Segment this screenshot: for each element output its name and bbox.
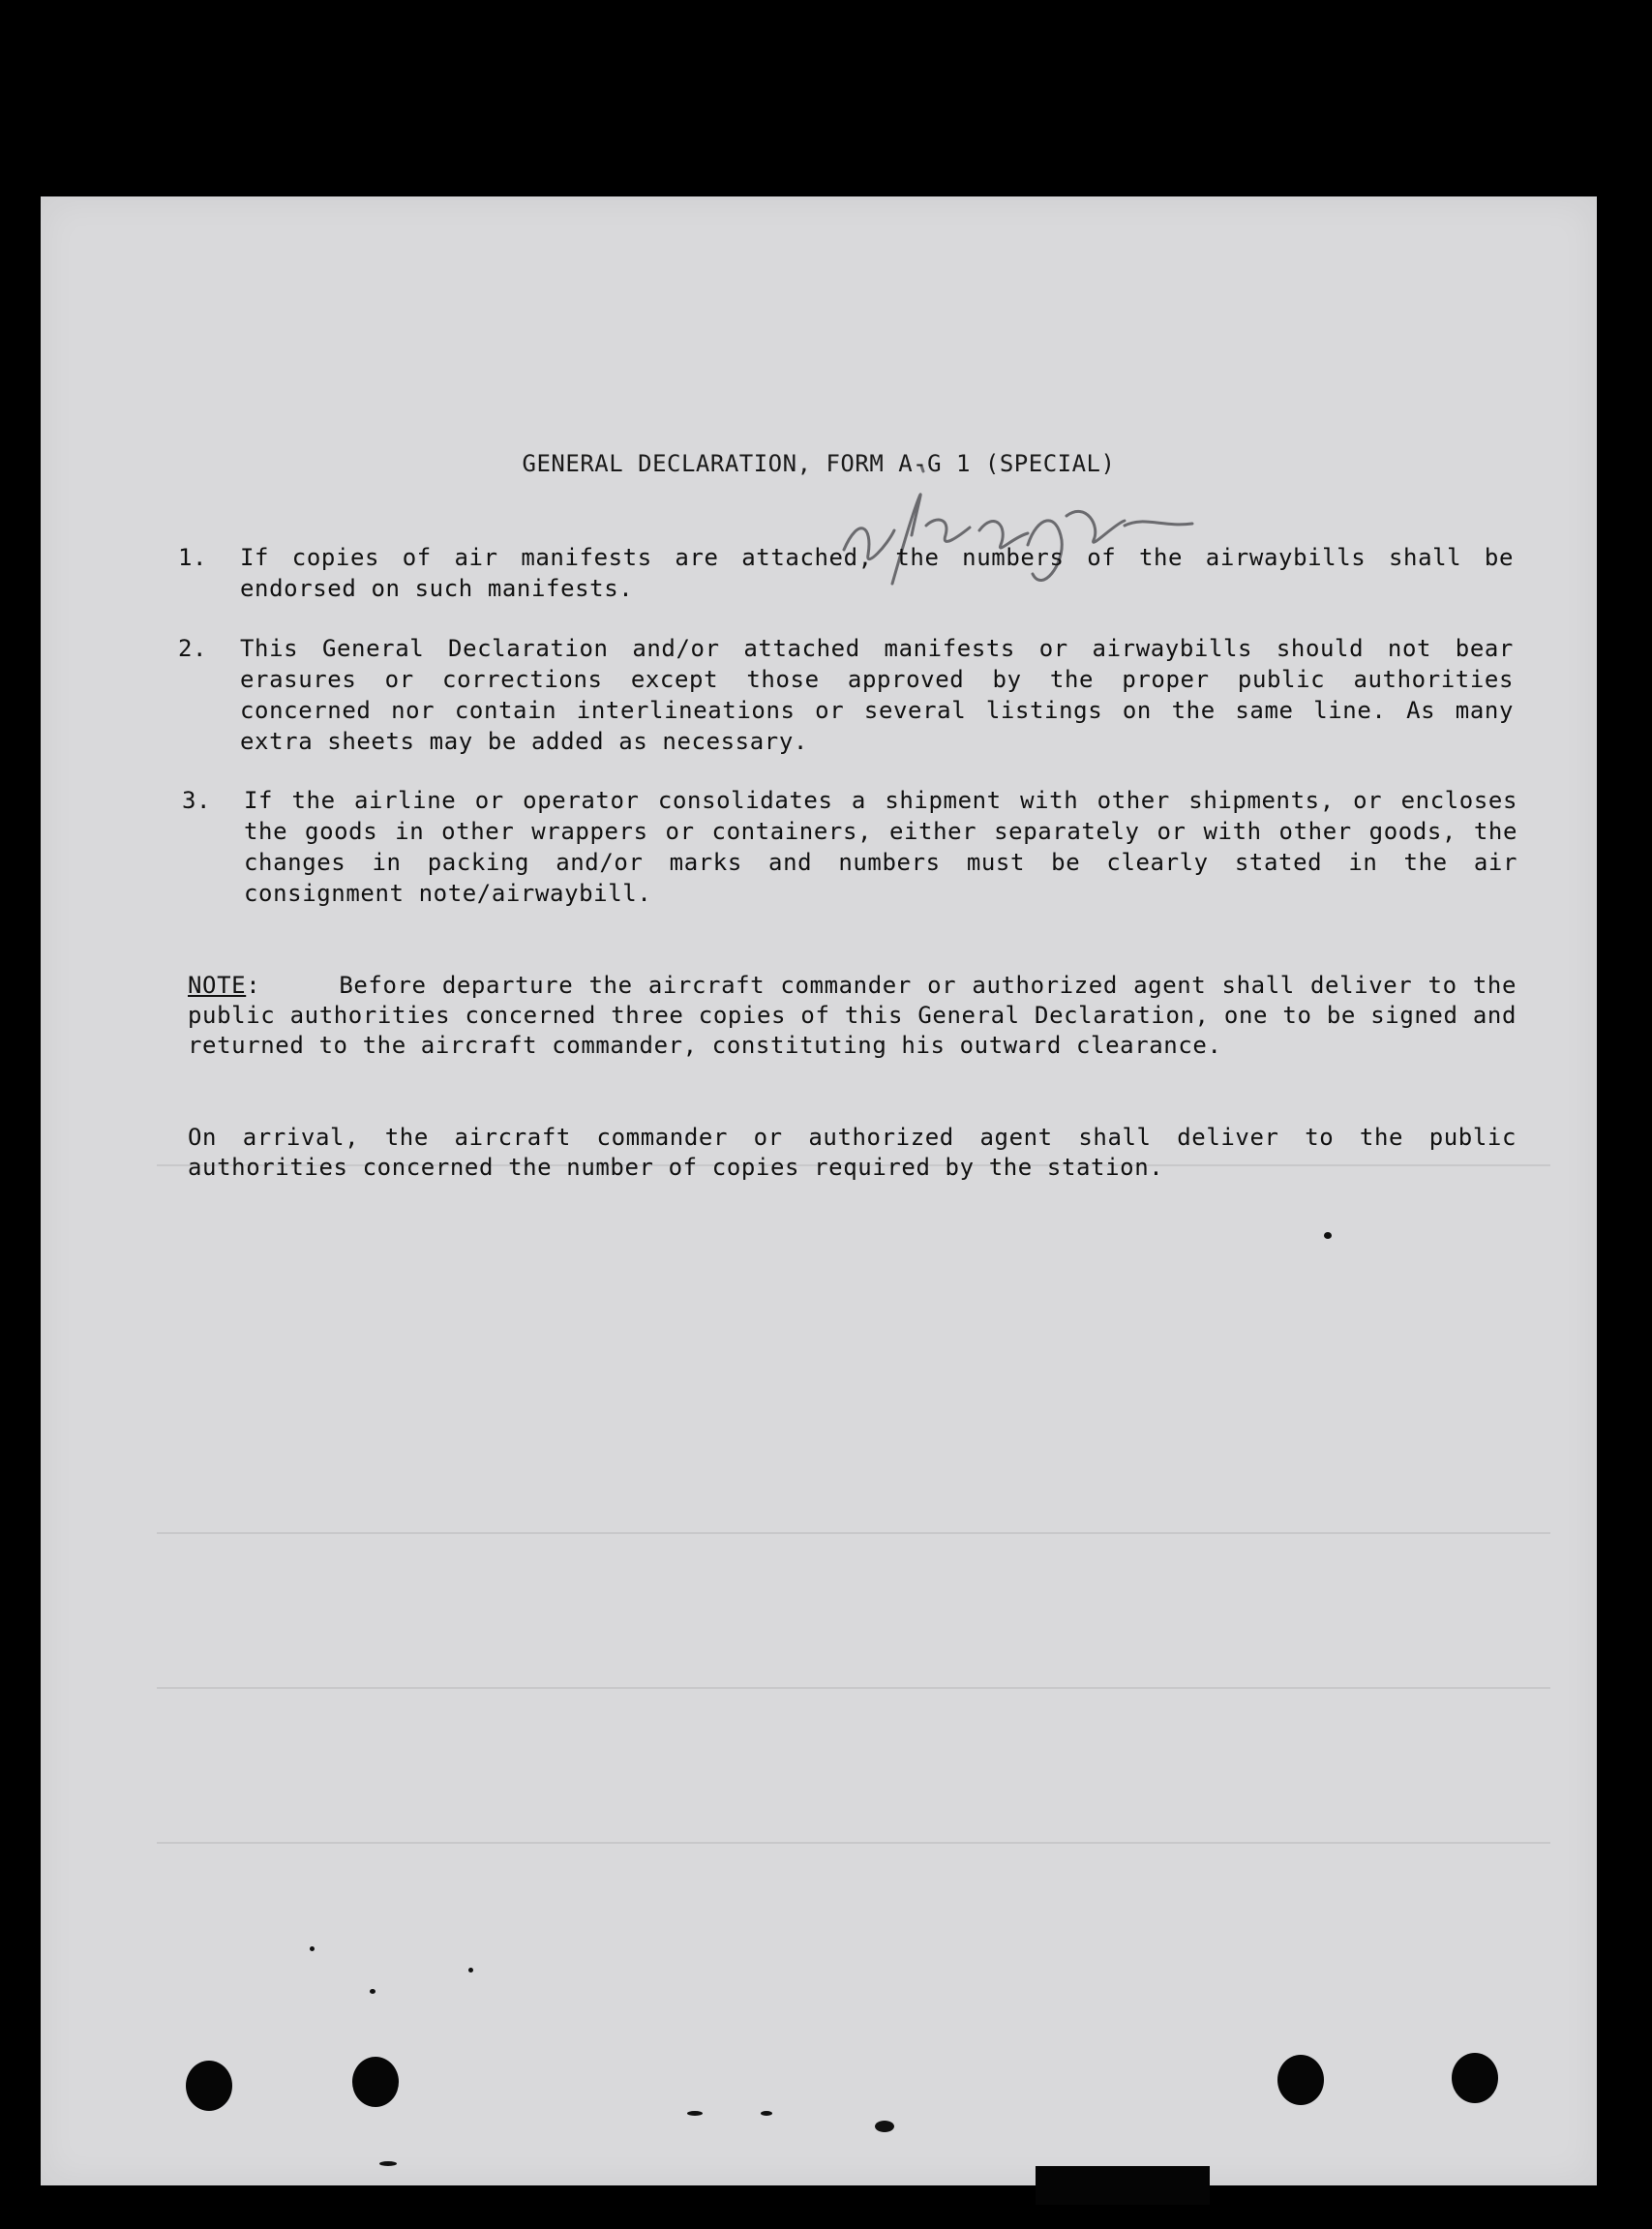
punch-hole: [1452, 2053, 1498, 2103]
ink-speck: [468, 1968, 473, 1973]
punch-hole: [186, 2061, 232, 2111]
document-title: GENERAL DECLARATION, FORM A-G 1 (SPECIAL): [522, 450, 1116, 477]
instruction-item-1: [178, 542, 1514, 606]
document-page: [41, 196, 1597, 2185]
show-through-line: [157, 1532, 1550, 1534]
ink-speck: [310, 1946, 315, 1951]
instruction-item-3: [182, 785, 1517, 911]
item-number: 2.: [178, 635, 208, 662]
item-number: 3.: [182, 787, 212, 814]
item-text: If copies of air manifests are attached, the numbers of the airwaybills shall be endorsed on such manifests.: [240, 544, 1514, 602]
note-text: Before departure the aircraft commander or authorized agent shall deliver to the public authorities concerned three copies of this General Declaration, one to be signed and returned to the aircraft commander, constituting his outward clearance.: [188, 972, 1517, 1059]
ink-speck: [379, 2161, 397, 2166]
note-label: NOTE: [188, 972, 247, 999]
arrival-paragraph: On arrival, the aircraft commander or authorized agent shall deliver to the public authorities concerned the number of copies required by the station.: [188, 1124, 1517, 1181]
instruction-item-2: [178, 633, 1514, 759]
ink-speck: [1324, 1232, 1332, 1239]
ink-speck: [370, 1989, 375, 1994]
item-number: 1.: [178, 544, 208, 571]
ink-speck: [687, 2111, 703, 2116]
ink-speck: [761, 2111, 772, 2116]
ink-speck: [875, 2121, 894, 2132]
note-paragraph: NOTE: Before departure the aircraft commander or authorized agent shall deliver to the public authorities concerned three copies of this General Declaration, one to be signed and returned to the aircraft commander, constituting his outward clearance.: [188, 972, 1517, 1059]
punch-hole: [1277, 2055, 1324, 2105]
item-text: This General Declaration and/or attached manifests or airwaybills should not bear erasures or corrections except those approved by the proper public authorities concerned nor contain interlineations or several listings on the same line. As many extra sheets may be added as necessary.: [240, 635, 1514, 755]
page-edge-tab: [1036, 2166, 1210, 2205]
show-through-line: [157, 1842, 1550, 1844]
show-through-line: [157, 1687, 1550, 1689]
punch-hole: [352, 2057, 399, 2107]
item-text: If the airline or operator consolidates a shipment with other shipments, or encloses the goods in other wrappers or containers, either separately or with other goods, the changes in packing and/or marks and numbers must be clearly stated in the air consignment note/airwaybill.: [244, 787, 1517, 907]
